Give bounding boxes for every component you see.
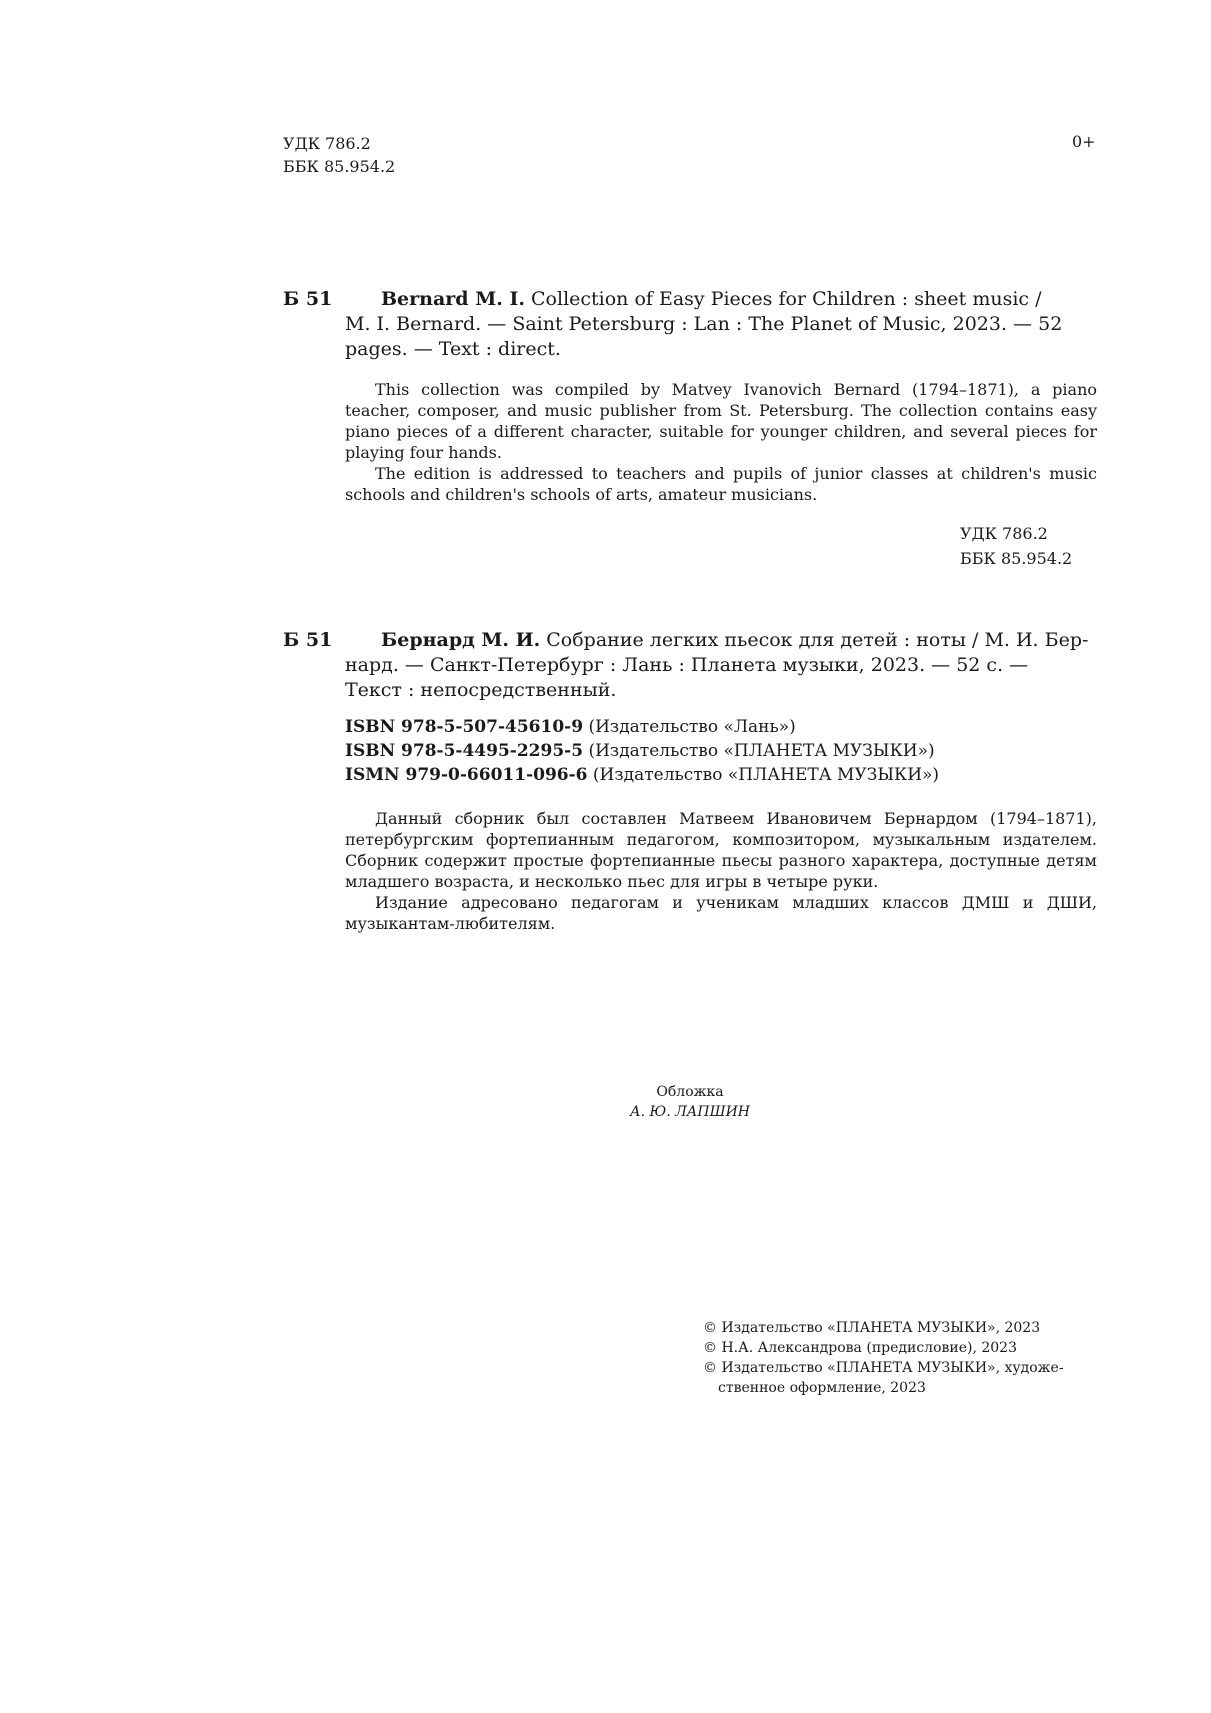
bbk-code: ББК 85.954.2 — [960, 549, 1073, 568]
english-classification-codes — [960, 521, 1072, 571]
author-name: Bernard M. I. — [381, 288, 525, 310]
bbk-code: ББК 85.954.2 — [283, 157, 396, 176]
title-line-1: Collection of Easy Pieces for Children : sheet music / — [531, 288, 1042, 310]
cover-credit — [580, 1082, 800, 1122]
age-rating: 0+ — [1072, 132, 1096, 151]
annotation-paragraph: The edition is addressed to teachers and pupils of junior classes at children's music schools and children's schools of arts, amateur musicians. — [345, 464, 1097, 504]
cover-artist: А. Ю. ЛАПШИН — [630, 1104, 750, 1120]
copyright-block — [703, 1318, 1103, 1398]
isbn-list — [345, 715, 939, 787]
isbn-entry: ISBN 978-5-507-45610-9 (Издательство «Лань») — [345, 717, 796, 737]
title-line-2: нард. — Санкт-Петербург : Лань : Планета музыки, 2023. — 52 с. — — [345, 654, 1029, 676]
copyright-line: © Издательство «ПЛАНЕТА МУЗЫКИ», художе- — [703, 1360, 1064, 1376]
author-mark: Б 51 — [283, 288, 333, 310]
title-line-2: M. I. Bernard. — Saint Petersburg : Lan : The Planet of Music, 2023. — 52 — [345, 313, 1063, 335]
english-annotation — [345, 379, 1097, 505]
cover-label: Обложка — [656, 1084, 724, 1100]
ismn-entry: ISMN 979-0-66011-096-6 (Издательство «ПЛАНЕТА МУЗЫКИ») — [345, 765, 940, 785]
annotation-paragraph: This collection was compiled by Matvey Ivanovich Bernard (1794–1871), a piano teacher, composer, and music publisher from St. Petersburg. The collection contains easy piano pieces of a different character, suitable for younger children, and several pieces for playing four hands. — [345, 380, 1097, 462]
udk-code: УДК 786.2 — [283, 134, 371, 153]
copyright-line-continued: ственное оформление, 2023 — [718, 1380, 926, 1396]
russian-bibliographic-record — [283, 628, 1097, 703]
title-line-3: pages. — Text : direct. — [345, 338, 561, 360]
author-name: Бернард М. И. — [381, 629, 541, 651]
title-line-3: Текст : непосредственный. — [345, 679, 617, 701]
copyright-line: © Н.А. Александрова (предисловие), 2023 — [703, 1340, 1017, 1356]
classification-codes — [283, 132, 395, 178]
russian-annotation — [345, 808, 1097, 934]
udk-code: УДК 786.2 — [960, 524, 1048, 543]
english-bibliographic-record — [283, 287, 1097, 362]
copyright-line: © Издательство «ПЛАНЕТА МУЗЫКИ», 2023 — [703, 1320, 1041, 1336]
title-line-1: Собрание легких пьесок для детей : ноты / М. И. Бер- — [546, 629, 1089, 651]
annotation-paragraph: Данный сборник был составлен Матвеем Ивановичем Бернардом (1794–1871), петербургским фортепианным педагогом, композитором, музыкальным издателем. Сборник содержит простые фортепианные пьесы разного характера, доступные детям младшего возраста, и несколько пьес для игры в четыре руки. — [345, 809, 1097, 891]
annotation-paragraph: Издание адресовано педагогам и ученикам младших классов ДМШ и ДШИ, музыкантам-любителям. — [345, 893, 1097, 933]
isbn-entry: ISBN 978-5-4495-2295-5 (Издательство «ПЛАНЕТА МУЗЫКИ») — [345, 741, 935, 761]
author-mark: Б 51 — [283, 629, 333, 651]
